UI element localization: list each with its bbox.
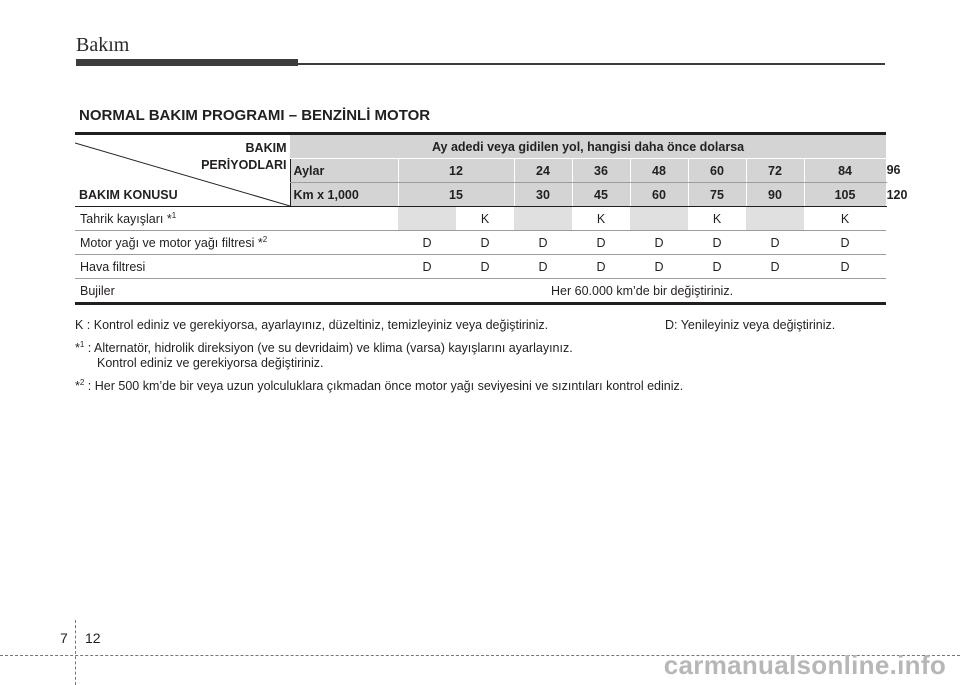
km-value: 15	[398, 183, 514, 207]
schedule-cell: D	[572, 231, 630, 255]
schedule-cell: K	[572, 207, 630, 231]
month-value: 60	[688, 159, 746, 183]
month-value: 72	[746, 159, 804, 183]
table-row	[75, 255, 886, 279]
schedule-cell: D	[804, 255, 886, 279]
schedule-cell: D	[630, 255, 688, 279]
km-label: Km x 1,000	[290, 183, 398, 207]
footnote-1-continued: Kontrol ediniz ve gerekiyorsa değiştiriniz.	[97, 356, 324, 370]
schedule-cell	[630, 207, 688, 231]
month-value: 48	[630, 159, 688, 183]
row-label-air-filter: Hava filtresi	[75, 255, 398, 279]
schedule-cell: D	[456, 231, 514, 255]
km-value: 105	[804, 183, 886, 207]
k-legend: K : Kontrol ediniz ve gerekiyorsa, ayarlayınız, düzeltiniz, temizleyiniz veya değiştiriniz.	[75, 318, 549, 332]
schedule-cell: K	[688, 207, 746, 231]
table-caption: Ay adedi veya gidilen yol, hangisi daha önce dolarsa	[290, 134, 886, 159]
schedule-cell	[746, 207, 804, 231]
maintenance-schedule-table	[75, 132, 908, 305]
row-label-spark-plugs: Bujiler	[75, 279, 290, 304]
legend-line	[75, 316, 895, 335]
month-value: 84	[804, 159, 886, 183]
months-label: Aylar	[290, 159, 398, 183]
watermark: carmanualsonline.info	[663, 650, 946, 680]
month-value: 12	[398, 159, 514, 183]
spark-plugs-instruction: Her 60.000 km’de bir değiştiriniz.	[398, 279, 886, 304]
km-row: Km x 1,000 15 30 45 60 75 90 105 120	[75, 183, 886, 207]
schedule-cell: D	[688, 231, 746, 255]
footnotes	[75, 316, 895, 392]
schedule-cell	[514, 207, 572, 231]
row-label-engine-oil: Motor yağı ve motor yağı filtresi *$^2$	[75, 231, 398, 255]
schedule-cell: D	[630, 231, 688, 255]
schedule-cell: K	[804, 207, 886, 231]
schedule-cell: D	[804, 231, 886, 255]
chapter-number: 7	[60, 630, 68, 646]
header-rule-thin	[298, 63, 885, 65]
header-rule-thick	[76, 59, 298, 66]
schedule-cell: D	[514, 231, 572, 255]
schedule-cell: D	[746, 231, 804, 255]
km-value: 45	[572, 183, 630, 207]
schedule-cell: D	[398, 255, 456, 279]
table-row	[75, 207, 886, 231]
schedule-cell: D	[688, 255, 746, 279]
km-value: 75	[688, 183, 746, 207]
section-title: NORMAL BAKIM PROGRAMI – BENZİNLİ MOTOR	[79, 107, 431, 124]
table-row	[75, 279, 886, 304]
footer-vertical-guide	[75, 620, 76, 685]
schedule-cell	[398, 207, 456, 231]
km-value: 90	[746, 183, 804, 207]
months-row: Aylar 12 24 36 48 60 72 84 96	[75, 159, 886, 183]
footnote-1: *$^1$ : Alternatör, hidrolik direksiyon (ve su devridaim) ve klima (varsa) kayışlarını ayarlayınız.	[75, 340, 573, 355]
page-number: 12	[85, 630, 101, 646]
page-header-title: Bakım	[76, 34, 130, 56]
corner-subject-label: BAKIM KONUSU	[79, 188, 178, 202]
d-legend: D: Yenileyiniz veya değiştiriniz.	[665, 318, 836, 332]
month-value: 36	[572, 159, 630, 183]
month-value: 24	[514, 159, 572, 183]
table-corner-cell	[75, 134, 290, 207]
km-value: 60	[630, 183, 688, 207]
km-value: 30	[514, 183, 572, 207]
corner-periods-label: BAKIM PERİYODLARI	[201, 141, 287, 172]
schedule-cell: D	[514, 255, 572, 279]
schedule-cell: D	[456, 255, 514, 279]
row-label-drive-belts: Tahrik kayışları *$^1$	[75, 207, 398, 231]
table-row	[75, 231, 886, 255]
schedule-cell: K	[456, 207, 514, 231]
schedule-cell: D	[398, 231, 456, 255]
schedule-cell: D	[572, 255, 630, 279]
footnote-2: *$^2$ : Her 500 km’de bir veya uzun yolculuklara çıkmadan önce motor yağı seviyesini ve sızıntıları kontrol ediniz.	[75, 378, 684, 393]
schedule-cell: D	[746, 255, 804, 279]
